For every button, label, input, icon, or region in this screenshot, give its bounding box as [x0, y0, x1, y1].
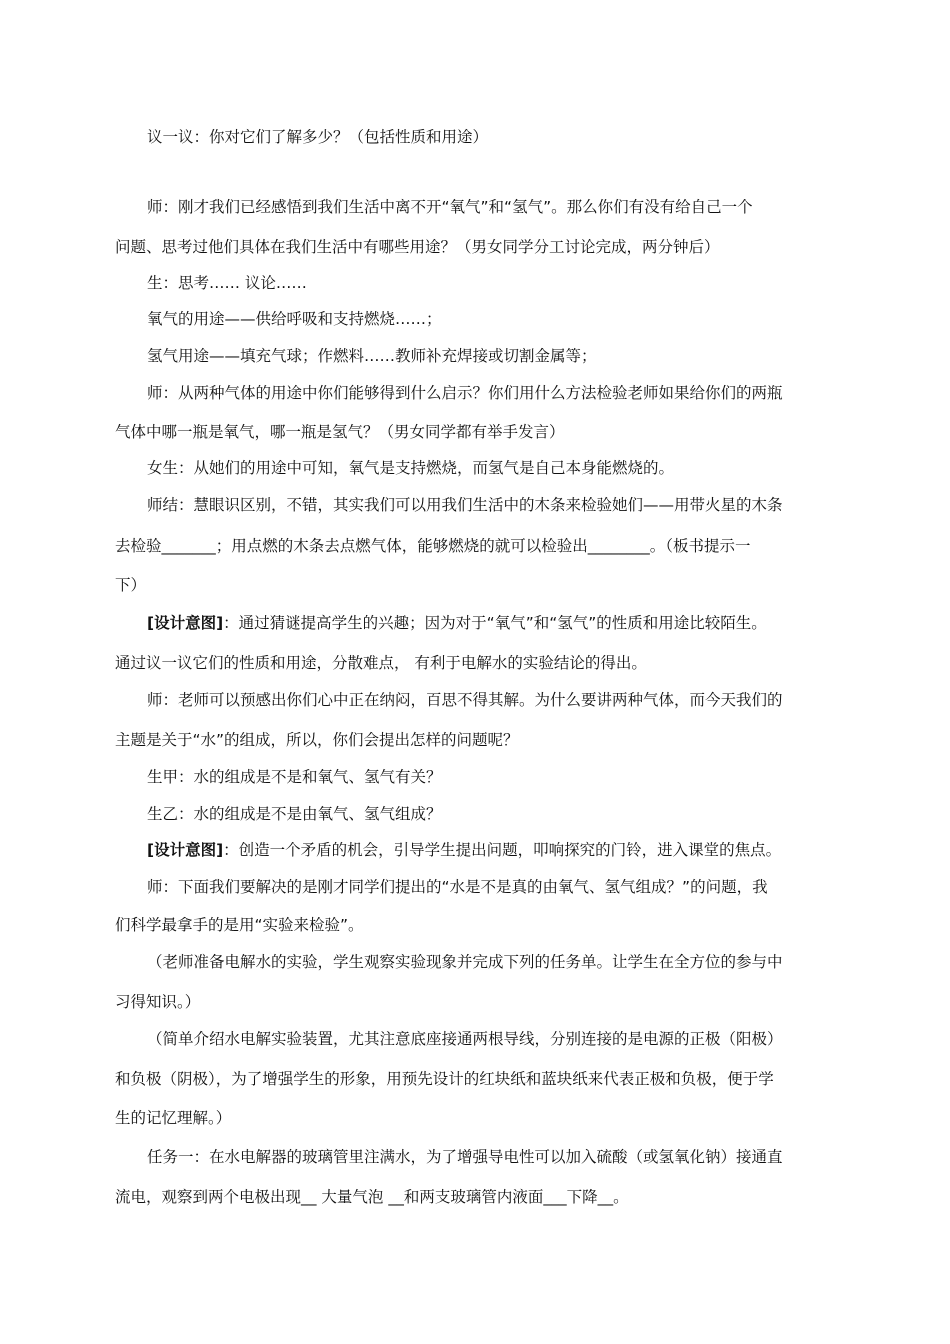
teacher-line-2-cont: 气体中哪一瓶是氧气，哪一瓶是氢气？（男女同学都有举手发言）	[115, 423, 565, 441]
apparatus-intro: （简单介绍水电解实验装置，尤其注意底座接通两根导线，分别连接的是电源的正极（阳极）	[147, 1030, 783, 1048]
design-intent-label: [设计意图]	[147, 841, 224, 859]
design-intent-text: ：通过猜谜提高学生的兴趣；因为对于“氧气”和“氢气”的性质和用途比较陌生。	[223, 614, 767, 632]
task-one-cont: 流电，观察到两个电极出现__ 大量气泡 __和两支玻璃管内液面___下降__。	[115, 1188, 629, 1206]
teacher-prep-note-cont: 习得知识。）	[115, 993, 201, 1011]
teacher-prep-note: （老师准备电解水的实验，学生观察实验现象并完成下列的任务单。让学生在全方位的参与中	[147, 953, 783, 971]
apparatus-intro-cont: 和负极（阴极），为了增强学生的形象，用预先设计的红块纸和蓝块纸来代表正极和负极，便于学	[115, 1070, 774, 1088]
student-b-line: 生乙：水的组成是不是由氧气、氢气组成？	[147, 805, 442, 823]
teacher-line-2: 师：从两种气体的用途中你们能够得到什么启示？你们用什么方法检验老师如果给你们的两瓶	[147, 384, 783, 402]
student-a-line: 生甲：水的组成是不是和氧气、氢气有关？	[147, 768, 442, 786]
design-intent-1	[147, 612, 767, 634]
girl-student-line: 女生：从她们的用途中可知，氧气是支持燃烧，而氢气是自己本身能燃烧的。	[147, 459, 675, 477]
design-intent-text: ：创造一个矛盾的机会，引导学生提出问题，叩响探究的门铃，进入课堂的焦点。	[223, 841, 782, 859]
design-intent-label: [设计意图]	[147, 614, 224, 632]
discussion-prompt: 议一议：你对它们了解多少？（包括性质和用途）	[147, 128, 489, 146]
teacher-summary-line: 师结：慧眼识区别，不错，其实我们可以用我们生活中的木条来检验她们——用带火星的木条	[147, 496, 783, 514]
teacher-line-3: 师：老师可以预感出你们心中正在纳闷，百思不得其解。为什么要讲两种气体，而今天我们的	[147, 691, 783, 709]
teacher-line-4: 师：下面我们要解决的是刚才同学们提出的“水是不是真的由氧气、氢气组成？”的问题，我	[147, 878, 768, 896]
teacher-line-1-cont: 问题、思考过他们具体在我们生活中有哪些用途？（男女同学分工讨论完成，两分钟后）	[115, 238, 720, 256]
teacher-line-4-cont: 们科学最拿手的是用“实验来检验”。	[115, 916, 364, 934]
hydrogen-use-line: 氢气用途——填充气球；作燃料……教师补充焊接或切割金属等；	[147, 347, 597, 365]
teacher-line-1: 师：刚才我们已经感悟到我们生活中离不开“氧气”和“氢气”。那么你们有没有给自己一个	[147, 198, 753, 216]
task-one: 任务一：在水电解器的玻璃管里注满水，为了增强导电性可以加入硫酸（或氢氧化钠）接通直	[147, 1148, 783, 1166]
teacher-summary-line-end: 下）	[115, 576, 147, 594]
oxygen-use-line: 氧气的用途——供给呼吸和支持燃烧……；	[147, 310, 442, 328]
teacher-summary-line-cont: 去检验_______；用点燃的木条去点燃气体，能够燃烧的就可以检验出________。（板书提示一	[115, 537, 751, 555]
apparatus-intro-end: 生的记忆理解。）	[115, 1109, 232, 1127]
design-intent-2	[147, 839, 781, 861]
design-intent-1-cont: 通过议一议它们的性质和用途，分散难点， 有利于电解水的实验结论的得出。	[115, 654, 647, 672]
student-line: 生：思考…… 议论……	[147, 274, 307, 292]
teacher-line-3-cont: 主题是关于“水”的组成，所以，你们会提出怎样的问题呢？	[115, 731, 519, 749]
